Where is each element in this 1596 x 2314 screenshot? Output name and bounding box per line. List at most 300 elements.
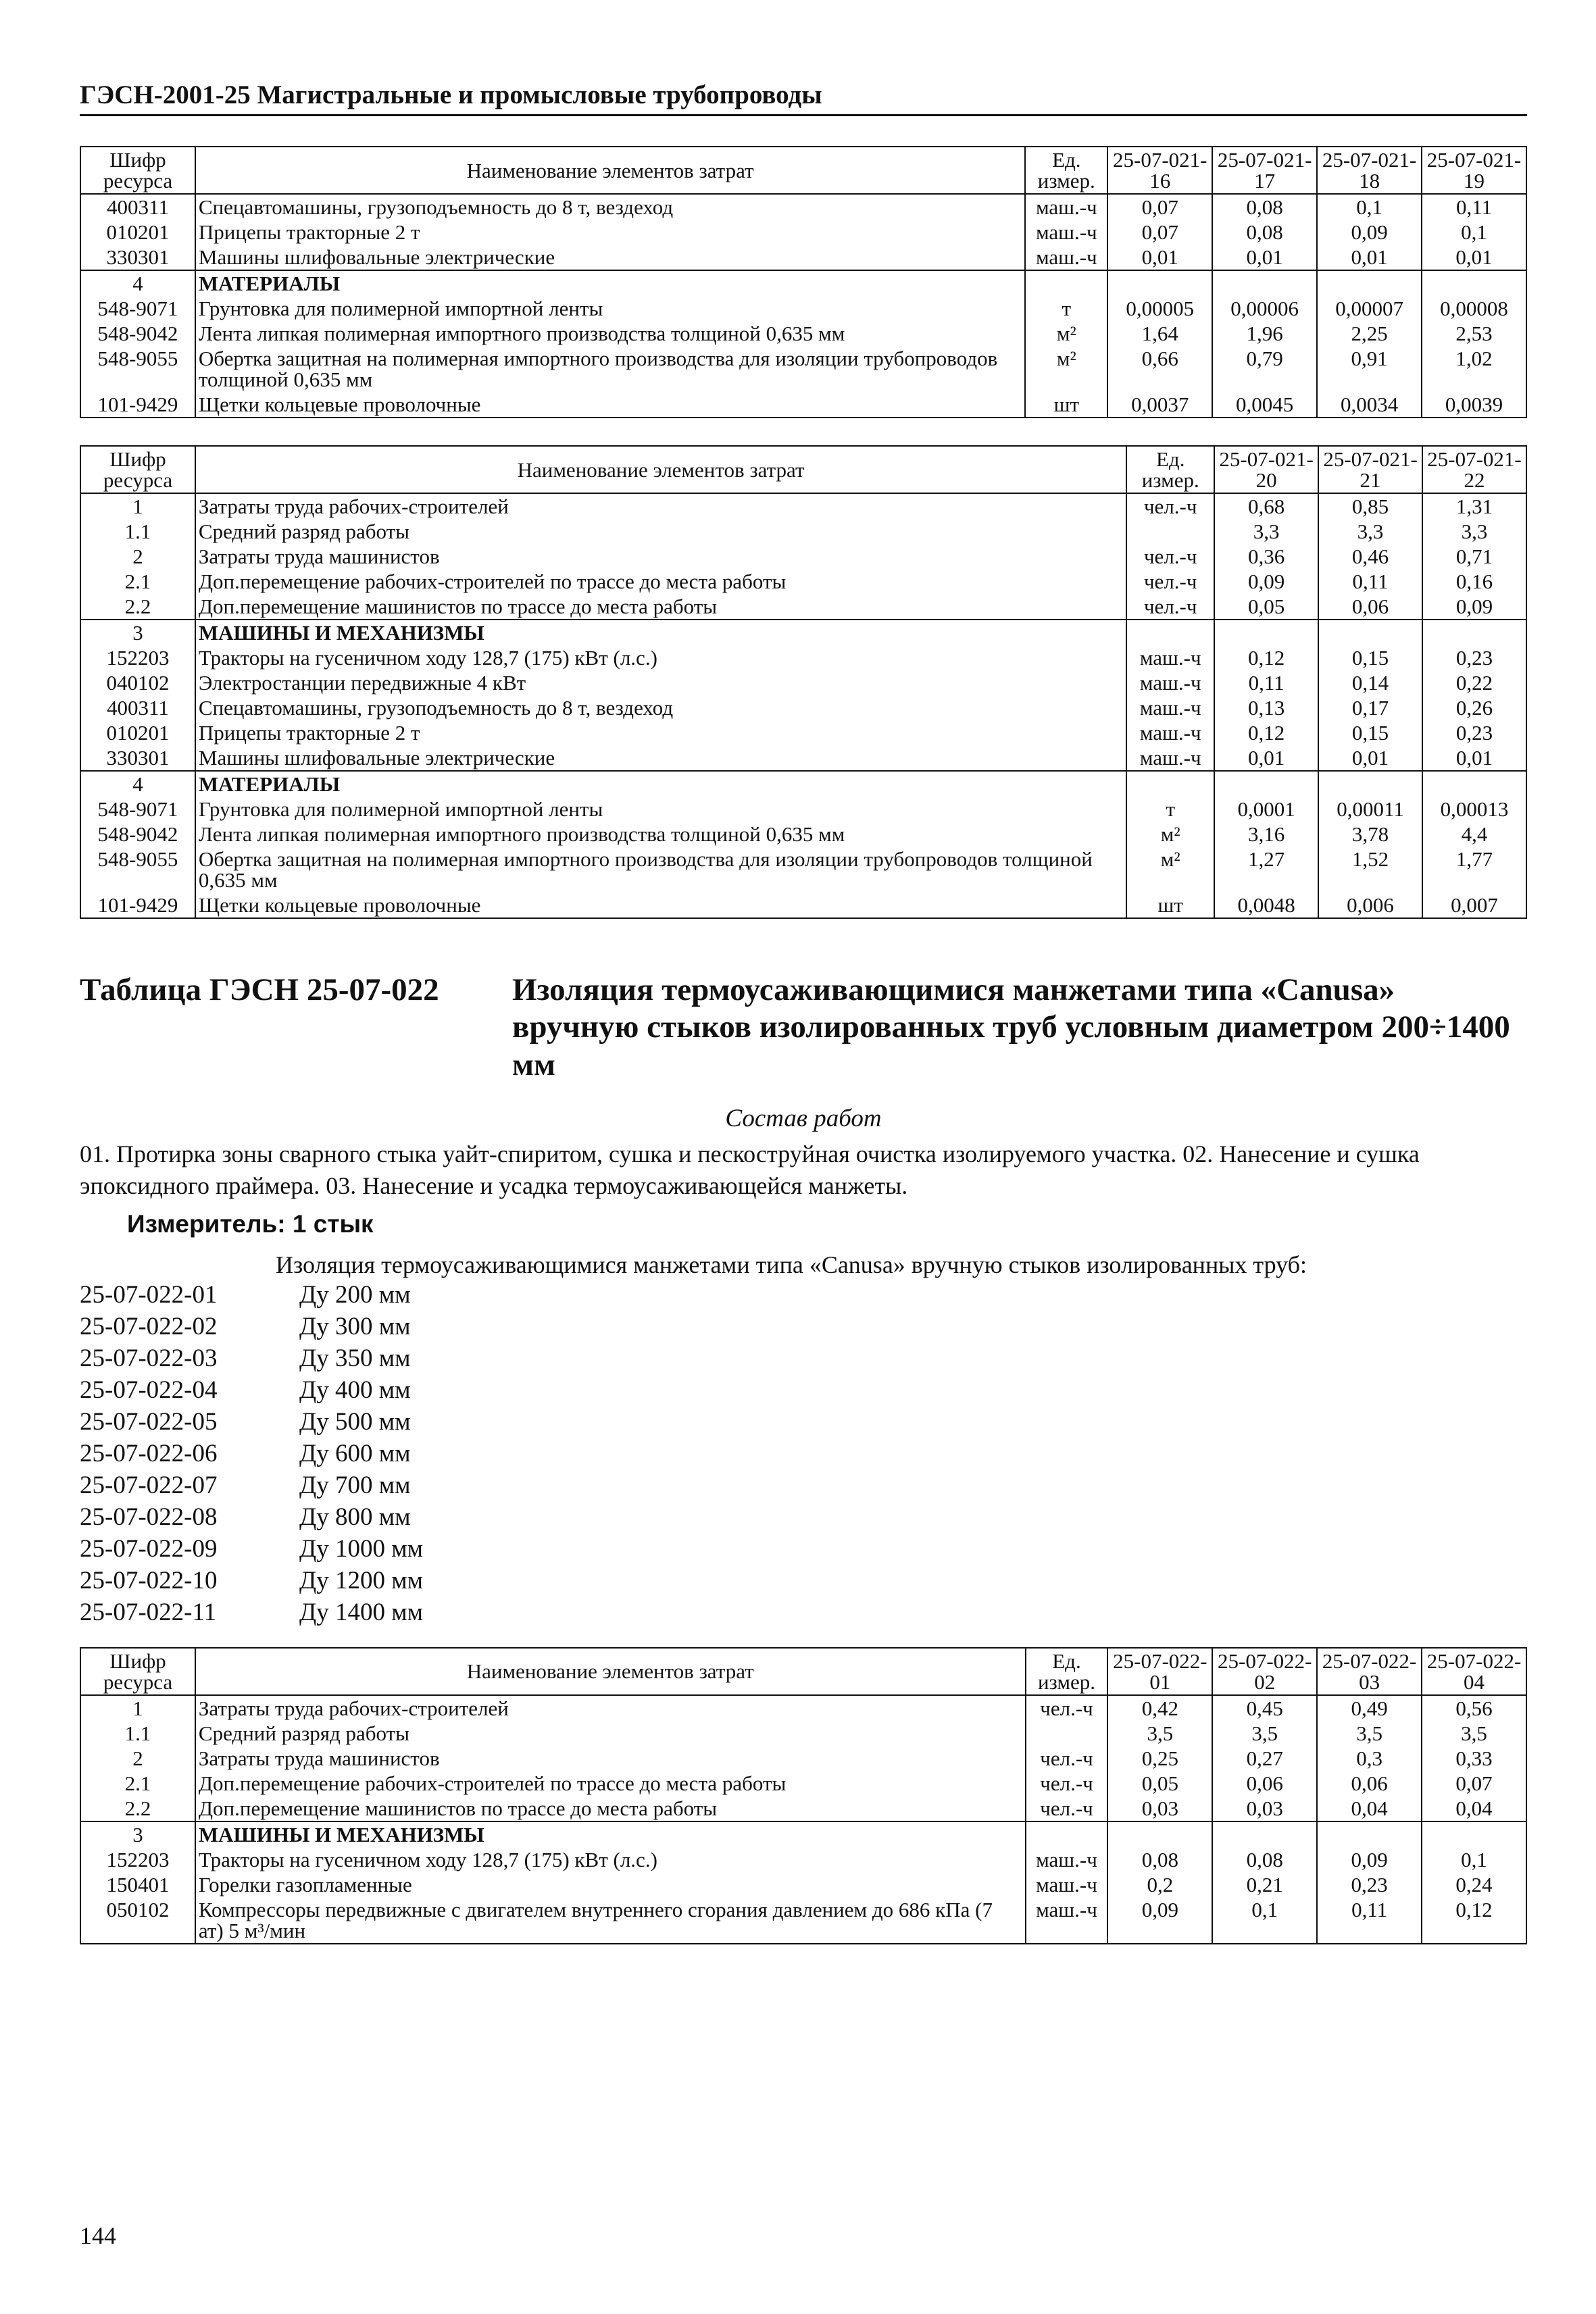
- table-row: [80, 392, 1526, 418]
- table-row: [80, 822, 1526, 847]
- value-cell: 2,53: [1422, 321, 1526, 346]
- unit-cell: чел.-ч: [1026, 1796, 1108, 1821]
- variant-label: Ду 800 мм: [299, 1503, 411, 1531]
- resource-name: Обертка защитная на полимерная импортного производства для изоляции трубопроводов толщиной 0,635 мм: [195, 847, 1126, 892]
- value-cell: 0,68: [1214, 493, 1318, 519]
- table-row: [80, 569, 1526, 594]
- value-cell: 0,17: [1318, 695, 1422, 720]
- header-code: Шифр ресурса: [80, 1648, 195, 1695]
- value-cell: 0,56: [1422, 1695, 1526, 1721]
- header-name: Наименование элементов затрат: [195, 1648, 1026, 1695]
- variant-item: [80, 1439, 1527, 1471]
- value-cell: 0,05: [1107, 1771, 1212, 1796]
- variant-label: Ду 700 мм: [299, 1471, 411, 1499]
- resource-code: 010201: [80, 720, 195, 745]
- unit-cell: шт: [1025, 392, 1107, 418]
- value-cell: 0,66: [1107, 346, 1212, 392]
- resource-name: Машины шлифовальные электрические: [195, 245, 1025, 270]
- value-cell: [1107, 270, 1212, 296]
- value-cell: 0,08: [1107, 1847, 1212, 1872]
- value-cell: 0,0048: [1214, 892, 1318, 918]
- table-row: [80, 245, 1526, 270]
- unit-cell: чел.-ч: [1026, 1746, 1108, 1771]
- resource-name: Доп.перемещение рабочих-строителей по трассе до места работы: [195, 569, 1126, 594]
- value-cell: 0,49: [1317, 1695, 1422, 1721]
- value-cell: [1107, 1821, 1212, 1847]
- value-cell: 0,09: [1214, 569, 1318, 594]
- value-cell: 0,13: [1214, 695, 1318, 720]
- table-row: [80, 670, 1526, 695]
- resource-name: Прицепы тракторные 2 т: [195, 220, 1025, 245]
- value-cell: 0,11: [1318, 569, 1422, 594]
- header-column: 25-07-021-18: [1317, 147, 1422, 194]
- unit-cell: [1025, 270, 1107, 296]
- table-row: [80, 892, 1526, 918]
- resource-code: 1: [80, 1695, 195, 1721]
- value-cell: 0,00008: [1422, 296, 1526, 321]
- unit-cell: м²: [1025, 321, 1107, 346]
- resource-name: Обертка защитная на полимерная импортного производства для изоляции трубопроводов толщиной 0,635 мм: [195, 346, 1025, 392]
- variant-label: Ду 600 мм: [299, 1439, 411, 1467]
- resource-code: 150401: [80, 1872, 195, 1897]
- resource-code: 1: [80, 493, 195, 519]
- resource-code: 548-9071: [80, 296, 195, 321]
- resource-code: 3: [80, 1821, 195, 1847]
- value-cell: 0,26: [1422, 695, 1526, 720]
- table-row: [80, 544, 1526, 569]
- value-cell: 0,16: [1422, 569, 1526, 594]
- resource-code: 010201: [80, 220, 195, 245]
- variant-list: [80, 1280, 1527, 1630]
- resource-code: 1.1: [80, 1721, 195, 1746]
- table-row: [80, 346, 1526, 392]
- variant-item: [80, 1598, 1527, 1630]
- value-cell: [1214, 620, 1318, 645]
- variant-item: [80, 1407, 1527, 1439]
- resource-name: Средний разряд работы: [195, 519, 1126, 544]
- value-cell: 0,06: [1317, 1771, 1422, 1796]
- value-cell: 3,5: [1212, 1721, 1317, 1746]
- resource-code: 050102: [80, 1897, 195, 1944]
- header-code: Шифр ресурса: [80, 147, 195, 194]
- resource-name: Тракторы на гусеничном ходу 128,7 (175) кВт (л.с.): [195, 1847, 1026, 1872]
- value-cell: 0,27: [1212, 1746, 1317, 1771]
- table-row: [80, 797, 1526, 822]
- resource-name: Затраты труда машинистов: [195, 544, 1126, 569]
- resource-code: 040102: [80, 670, 195, 695]
- value-cell: 0,0001: [1214, 797, 1318, 822]
- value-cell: 0,15: [1318, 645, 1422, 670]
- value-cell: [1214, 771, 1318, 797]
- value-cell: 0,12: [1422, 1897, 1526, 1944]
- variant-item: [80, 1280, 1527, 1312]
- composition-text: 01. Протирка зоны сварного стыка уайт-спиритом, сушка и пескоструйная очистка изолируемого участка. 02. Нанесение и сушка эпоксидного праймера. 03. Нанесение и усадка термоусаживающейся манжеты.: [80, 1140, 1420, 1200]
- value-cell: 1,77: [1422, 847, 1526, 892]
- value-cell: 0,46: [1318, 544, 1422, 569]
- unit-cell: [1126, 771, 1214, 797]
- variant-label: Ду 200 мм: [299, 1280, 411, 1309]
- value-cell: [1212, 270, 1317, 296]
- value-cell: 0,09: [1422, 594, 1526, 620]
- value-cell: 0,79: [1212, 346, 1317, 392]
- variant-code: 25-07-022-07: [80, 1471, 218, 1499]
- value-cell: 0,23: [1422, 645, 1526, 670]
- variant-item: [80, 1534, 1527, 1566]
- table-row: [80, 194, 1526, 220]
- unit-cell: маш.-ч: [1126, 720, 1214, 745]
- header-code: Шифр ресурса: [80, 446, 195, 493]
- unit-cell: маш.-ч: [1126, 745, 1214, 771]
- value-cell: 0,42: [1107, 1695, 1212, 1721]
- resource-name: Тракторы на гусеничном ходу 128,7 (175) кВт (л.с.): [195, 645, 1126, 670]
- unit-cell: маш.-ч: [1026, 1872, 1108, 1897]
- variant-code: 25-07-022-05: [80, 1407, 218, 1436]
- value-cell: 0,06: [1212, 1771, 1317, 1796]
- table-row: [80, 1771, 1526, 1796]
- meter-label: Измеритель: 1 стык: [127, 1209, 374, 1238]
- resource-code: 548-9071: [80, 797, 195, 822]
- resource-name: Затраты труда машинистов: [195, 1746, 1026, 1771]
- variant-item: [80, 1471, 1527, 1503]
- value-cell: 0,09: [1317, 220, 1422, 245]
- header-column: 25-07-022-04: [1422, 1648, 1526, 1695]
- resource-name: МАШИНЫ И МЕХАНИЗМЫ: [195, 1821, 1026, 1847]
- unit-cell: [1026, 1821, 1108, 1847]
- value-cell: 0,09: [1317, 1847, 1422, 1872]
- unit-cell: маш.-ч: [1025, 245, 1107, 270]
- unit-cell: маш.-ч: [1126, 670, 1214, 695]
- unit-cell: маш.-ч: [1026, 1847, 1108, 1872]
- resource-code: 330301: [80, 745, 195, 771]
- value-cell: 0,00007: [1317, 296, 1422, 321]
- section-row: [80, 1821, 1526, 1847]
- unit-cell: чел.-ч: [1126, 569, 1214, 594]
- table-row: [80, 1721, 1526, 1746]
- unit-cell: чел.-ч: [1026, 1695, 1108, 1721]
- resource-code: 2: [80, 1746, 195, 1771]
- resource-name: МАТЕРИАЛЫ: [195, 270, 1025, 296]
- value-cell: 0,11: [1214, 670, 1318, 695]
- resource-code: 330301: [80, 245, 195, 270]
- value-cell: 3,5: [1422, 1721, 1526, 1746]
- resource-code: 400311: [80, 194, 195, 220]
- table-row: [80, 1746, 1526, 1771]
- value-cell: 0,01: [1318, 745, 1422, 771]
- resource-name: Лента липкая полимерная импортного производства толщиной 0,635 мм: [195, 321, 1025, 346]
- resource-name: Спецавтомашины, грузоподъемность до 8 т, вездеход: [195, 194, 1025, 220]
- value-cell: 0,1: [1422, 1847, 1526, 1872]
- resource-table-021-20-22: [80, 445, 1527, 919]
- value-cell: 0,14: [1318, 670, 1422, 695]
- value-cell: 0,007: [1422, 892, 1526, 918]
- resource-table-022-01-04: [80, 1647, 1527, 1944]
- unit-cell: шт: [1126, 892, 1214, 918]
- table-row: [80, 847, 1526, 892]
- value-cell: 0,01: [1212, 245, 1317, 270]
- value-cell: 3,3: [1318, 519, 1422, 544]
- value-cell: 0,05: [1214, 594, 1318, 620]
- header-column: 25-07-022-03: [1317, 1648, 1422, 1695]
- variant-code: 25-07-022-06: [80, 1439, 218, 1467]
- variant-label: Ду 500 мм: [299, 1407, 411, 1436]
- resource-name: Щетки кольцевые проволочные: [195, 892, 1126, 918]
- value-cell: 0,24: [1422, 1872, 1526, 1897]
- header-column: 25-07-021-21: [1318, 446, 1422, 493]
- value-cell: [1318, 771, 1422, 797]
- resource-name: Доп.перемещение машинистов по трассе до места работы: [195, 1796, 1026, 1821]
- resource-code: 101-9429: [80, 892, 195, 918]
- unit-cell: м²: [1126, 822, 1214, 847]
- resource-code: 400311: [80, 695, 195, 720]
- value-cell: 1,96: [1212, 321, 1317, 346]
- value-cell: 0,23: [1422, 720, 1526, 745]
- unit-cell: [1126, 519, 1214, 544]
- resource-name: Затраты труда рабочих-строителей: [195, 1695, 1026, 1721]
- resource-code: 4: [80, 771, 195, 797]
- section-row: [80, 620, 1526, 645]
- value-cell: 0,23: [1317, 1872, 1422, 1897]
- unit-cell: т: [1025, 296, 1107, 321]
- resource-name: Доп.перемещение рабочих-строителей по трассе до места работы: [195, 1771, 1026, 1796]
- value-cell: 0,01: [1317, 245, 1422, 270]
- value-cell: 4,4: [1422, 822, 1526, 847]
- variant-item: [80, 1566, 1527, 1598]
- resource-name: Средний разряд работы: [195, 1721, 1026, 1746]
- unit-cell: т: [1126, 797, 1214, 822]
- resource-name: Затраты труда рабочих-строителей: [195, 493, 1126, 519]
- document-page: [80, 80, 1527, 1944]
- value-cell: 0,07: [1107, 220, 1212, 245]
- resource-name: Горелки газопламенные: [195, 1872, 1026, 1897]
- table-row: [80, 220, 1526, 245]
- value-cell: [1317, 1821, 1422, 1847]
- value-cell: 0,01: [1107, 245, 1212, 270]
- value-cell: 0,3: [1317, 1746, 1422, 1771]
- value-cell: 0,45: [1212, 1695, 1317, 1721]
- composition-heading: Состав работ: [725, 1105, 882, 1133]
- variant-code: 25-07-022-08: [80, 1503, 218, 1531]
- unit-cell: маш.-ч: [1026, 1897, 1108, 1944]
- resource-code: 548-9055: [80, 346, 195, 392]
- resource-name: Компрессоры передвижные с двигателем внутреннего сгорания давлением до 686 кПа (7 ат) 5 м³/мин: [195, 1897, 1026, 1944]
- variant-item: [80, 1344, 1527, 1376]
- value-cell: 0,06: [1318, 594, 1422, 620]
- value-cell: 0,22: [1422, 670, 1526, 695]
- value-cell: 0,04: [1422, 1796, 1526, 1821]
- table-title-block: [80, 972, 1527, 1084]
- value-cell: [1318, 620, 1422, 645]
- resource-code: 548-9042: [80, 822, 195, 847]
- table-label: Таблица ГЭСН 25-07-022: [80, 972, 439, 1007]
- value-cell: 0,00005: [1107, 296, 1212, 321]
- resource-code: 101-9429: [80, 392, 195, 418]
- value-cell: [1317, 270, 1422, 296]
- variant-label: Ду 350 мм: [299, 1344, 411, 1372]
- resource-name: Лента липкая полимерная импортного производства толщиной 0,635 мм: [195, 822, 1126, 847]
- header-column: 25-07-021-22: [1422, 446, 1526, 493]
- resource-name: МАТЕРИАЛЫ: [195, 771, 1126, 797]
- value-cell: 1,31: [1422, 493, 1526, 519]
- value-cell: 0,25: [1107, 1746, 1212, 1771]
- variant-code: 25-07-022-04: [80, 1376, 218, 1404]
- value-cell: 3,3: [1422, 519, 1526, 544]
- value-cell: 3,3: [1214, 519, 1318, 544]
- value-cell: 0,0034: [1317, 392, 1422, 418]
- value-cell: [1422, 1821, 1526, 1847]
- resource-code: 152203: [80, 1847, 195, 1872]
- value-cell: 0,1: [1317, 194, 1422, 220]
- page-number: 144: [80, 2222, 116, 2249]
- value-cell: 2,25: [1317, 321, 1422, 346]
- table-row: [80, 1796, 1526, 1821]
- resource-name: МАШИНЫ И МЕХАНИЗМЫ: [195, 620, 1126, 645]
- value-cell: 0,0045: [1212, 392, 1317, 418]
- variants-intro: Изоляция термоусаживающимися манжетами типа «Canusa» вручную стыков изолированных труб:: [276, 1251, 1307, 1278]
- variant-item: [80, 1312, 1527, 1344]
- value-cell: [1422, 620, 1526, 645]
- table-row: [80, 720, 1526, 745]
- value-cell: 0,006: [1318, 892, 1422, 918]
- value-cell: 1,64: [1107, 321, 1212, 346]
- variant-item: [80, 1503, 1527, 1534]
- header-unit: Ед. измер.: [1126, 446, 1214, 493]
- resource-code: 2.2: [80, 1796, 195, 1821]
- value-cell: 0,08: [1212, 220, 1317, 245]
- resource-code: 2: [80, 544, 195, 569]
- value-cell: 0,0039: [1422, 392, 1526, 418]
- value-cell: 0,36: [1214, 544, 1318, 569]
- value-cell: 0,11: [1422, 194, 1526, 220]
- table-row: [80, 493, 1526, 519]
- resource-name: Спецавтомашины, грузоподъемность до 8 т, вездеход: [195, 695, 1126, 720]
- table-row: [80, 321, 1526, 346]
- value-cell: 0,00006: [1212, 296, 1317, 321]
- resource-code: 2.1: [80, 569, 195, 594]
- variant-code: 25-07-022-02: [80, 1312, 218, 1340]
- header-column: 25-07-021-19: [1422, 147, 1526, 194]
- value-cell: 0,00011: [1318, 797, 1422, 822]
- value-cell: 1,52: [1318, 847, 1422, 892]
- variant-code: 25-07-022-10: [80, 1566, 218, 1594]
- value-cell: 3,16: [1214, 822, 1318, 847]
- table-row: [80, 519, 1526, 544]
- variant-label: Ду 1000 мм: [299, 1534, 424, 1563]
- variant-code: 25-07-022-03: [80, 1344, 218, 1372]
- resource-code: 1.1: [80, 519, 195, 544]
- table-row: [80, 1847, 1526, 1872]
- table-row: [80, 1695, 1526, 1721]
- header-column: 25-07-021-16: [1107, 147, 1212, 194]
- unit-cell: чел.-ч: [1126, 544, 1214, 569]
- resource-code: 548-9055: [80, 847, 195, 892]
- value-cell: [1212, 1821, 1317, 1847]
- variant-code: 25-07-022-01: [80, 1280, 218, 1309]
- value-cell: 0,01: [1422, 245, 1526, 270]
- value-cell: 0,21: [1212, 1872, 1317, 1897]
- variant-code: 25-07-022-09: [80, 1534, 218, 1563]
- unit-cell: [1126, 620, 1214, 645]
- value-cell: [1422, 771, 1526, 797]
- value-cell: 0,2: [1107, 1872, 1212, 1897]
- table-row: [80, 1872, 1526, 1897]
- value-cell: 0,01: [1214, 745, 1318, 771]
- section-row: [80, 270, 1526, 296]
- value-cell: 0,00013: [1422, 797, 1526, 822]
- variant-item: [80, 1376, 1527, 1407]
- resource-code: 4: [80, 270, 195, 296]
- unit-cell: чел.-ч: [1126, 493, 1214, 519]
- value-cell: 0,03: [1212, 1796, 1317, 1821]
- value-cell: 0,11: [1317, 1897, 1422, 1944]
- value-cell: 0,71: [1422, 544, 1526, 569]
- value-cell: 1,02: [1422, 346, 1526, 392]
- value-cell: 3,78: [1318, 822, 1422, 847]
- value-cell: 3,5: [1317, 1721, 1422, 1746]
- header-column: 25-07-021-17: [1212, 147, 1317, 194]
- table-row: [80, 594, 1526, 620]
- table-row: [80, 1897, 1526, 1944]
- value-cell: 0,1: [1212, 1897, 1317, 1944]
- resource-code: 2.2: [80, 594, 195, 620]
- resource-name: Грунтовка для полимерной импортной ленты: [195, 797, 1126, 822]
- resource-code: 2.1: [80, 1771, 195, 1796]
- header-name: Наименование элементов затрат: [195, 446, 1126, 493]
- header-name: Наименование элементов затрат: [195, 147, 1025, 194]
- value-cell: 0,91: [1317, 346, 1422, 392]
- value-cell: 0,12: [1214, 645, 1318, 670]
- resource-name: Прицепы тракторные 2 т: [195, 720, 1126, 745]
- variant-label: Ду 1200 мм: [299, 1566, 424, 1594]
- unit-cell: м²: [1126, 847, 1214, 892]
- value-cell: 0,01: [1422, 745, 1526, 771]
- value-cell: 0,07: [1422, 1771, 1526, 1796]
- table-row: [80, 296, 1526, 321]
- variant-label: Ду 400 мм: [299, 1376, 411, 1404]
- unit-cell: маш.-ч: [1126, 645, 1214, 670]
- table-row: [80, 695, 1526, 720]
- header-column: 25-07-021-20: [1214, 446, 1318, 493]
- resource-code: 152203: [80, 645, 195, 670]
- header-column: 25-07-022-02: [1212, 1648, 1317, 1695]
- unit-cell: чел.-ч: [1126, 594, 1214, 620]
- value-cell: [1422, 270, 1526, 296]
- unit-cell: маш.-ч: [1126, 695, 1214, 720]
- running-header: ГЭСН-2001-25 Магистральные и промысловые трубопроводы: [80, 80, 1527, 116]
- unit-cell: маш.-ч: [1025, 194, 1107, 220]
- resource-name: Щетки кольцевые проволочные: [195, 392, 1025, 418]
- resource-name: Электростанции передвижные 4 кВт: [195, 670, 1126, 695]
- value-cell: 0,15: [1318, 720, 1422, 745]
- resource-name: Доп.перемещение машинистов по трассе до места работы: [195, 594, 1126, 620]
- table-row: [80, 745, 1526, 771]
- value-cell: 0,0037: [1107, 392, 1212, 418]
- resource-name: Грунтовка для полимерной импортной ленты: [195, 296, 1025, 321]
- section-row: [80, 771, 1526, 797]
- resource-code: 548-9042: [80, 321, 195, 346]
- value-cell: 1,27: [1214, 847, 1318, 892]
- value-cell: 0,08: [1212, 1847, 1317, 1872]
- value-cell: 0,12: [1214, 720, 1318, 745]
- value-cell: 0,08: [1212, 194, 1317, 220]
- value-cell: 0,07: [1107, 194, 1212, 220]
- table-title: Изоляция термоусаживающимися манжетами типа «Canusa» вручную стыков изолированных труб условным диаметром 200÷1400 мм: [512, 972, 1510, 1082]
- value-cell: 0,33: [1422, 1746, 1526, 1771]
- resource-code: 3: [80, 620, 195, 645]
- value-cell: 0,85: [1318, 493, 1422, 519]
- header-unit: Ед. измер.: [1026, 1648, 1108, 1695]
- unit-cell: чел.-ч: [1026, 1771, 1108, 1796]
- resource-table-021-16-19: [80, 146, 1527, 418]
